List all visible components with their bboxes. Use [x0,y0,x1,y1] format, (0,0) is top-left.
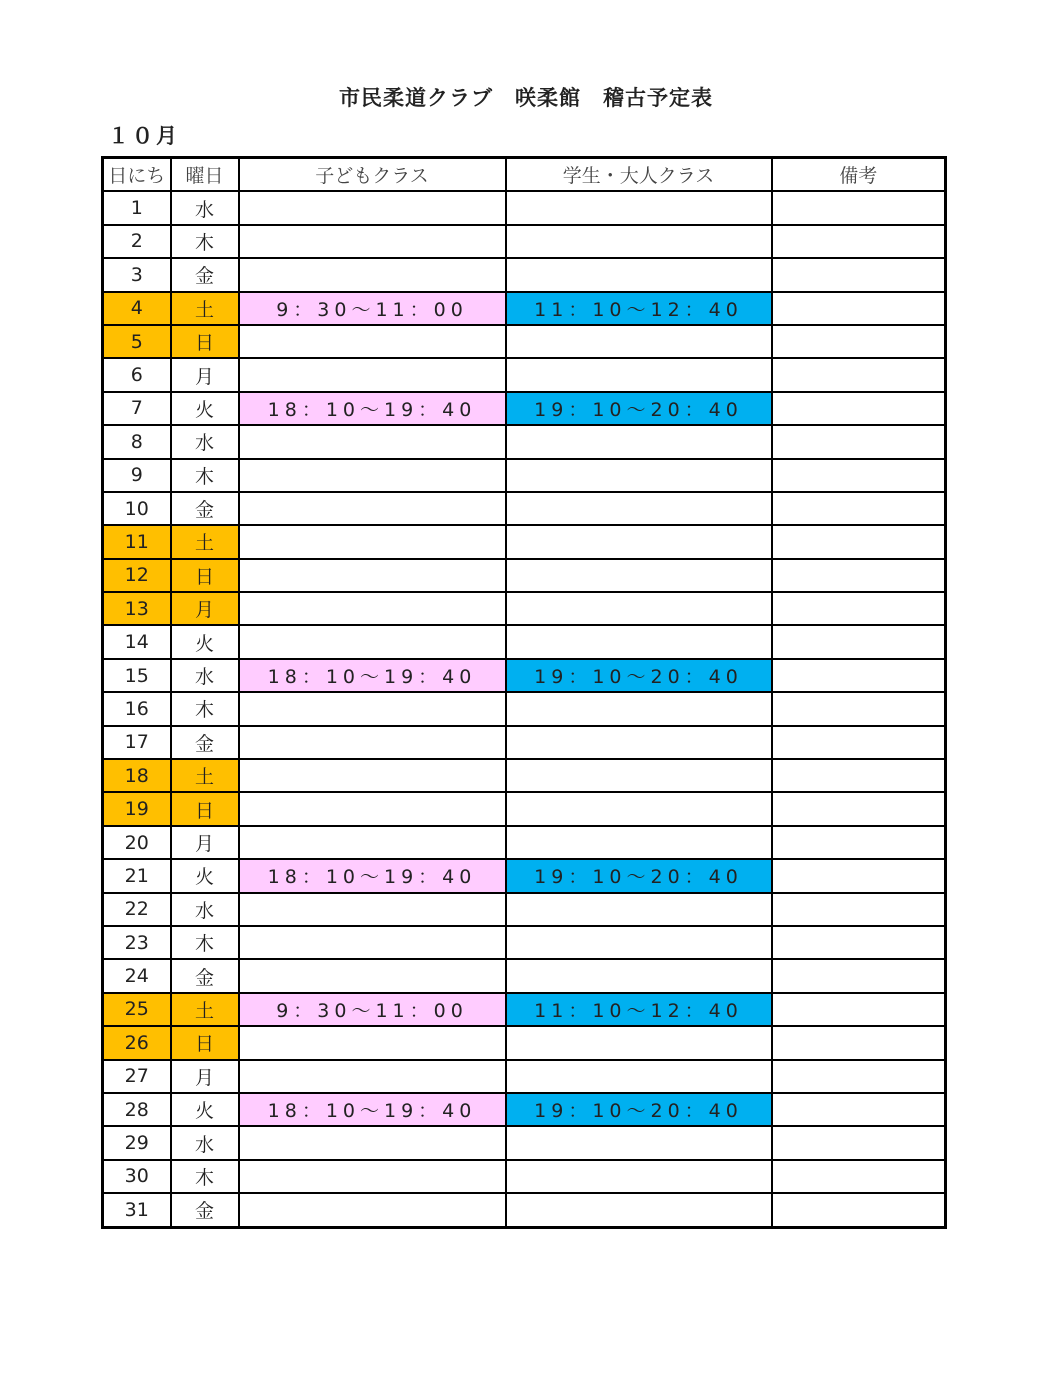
notes-cell [772,726,946,759]
adult-class-cell [506,325,772,358]
notes-cell [772,792,946,825]
notes-cell [772,592,946,625]
day-cell: 26 [103,1026,171,1059]
table-row [103,692,946,725]
kids-class-cell [239,826,506,859]
day-cell: 5 [103,325,171,358]
table-row [103,826,946,859]
kids-class-cell [239,525,506,558]
notes-cell [772,525,946,558]
adult-class-cell [506,358,772,391]
weekday-cell: 日 [171,559,239,592]
day-cell: 20 [103,826,171,859]
weekday-cell: 水 [171,659,239,692]
table-row [103,1026,946,1059]
adult-class-cell [506,1193,772,1227]
kids-class-cell [239,592,506,625]
day-cell: 8 [103,425,171,458]
weekday-cell: 金 [171,258,239,291]
weekday-cell: 金 [171,1193,239,1227]
day-cell: 6 [103,358,171,391]
table-row [103,625,946,658]
weekday-cell: 金 [171,959,239,992]
table-row [103,559,946,592]
table-row [103,1093,946,1126]
notes-cell [772,993,946,1026]
notes-cell [772,292,946,325]
table-row [103,1193,946,1227]
notes-cell [772,826,946,859]
kids-class-cell [239,926,506,959]
adult-class-cell: 11：10～12：40 [506,292,772,325]
weekday-cell: 火 [171,859,239,892]
adult-class-cell [506,1060,772,1093]
table-row [103,225,946,258]
kids-class-cell [239,1126,506,1159]
day-cell: 1 [103,191,171,224]
kids-class-cell: 18：10～19：40 [239,1093,506,1126]
header-kids-class: 子どもクラス [239,158,506,192]
day-cell: 13 [103,592,171,625]
weekday-cell: 土 [171,525,239,558]
adult-class-cell [506,893,772,926]
weekday-cell: 水 [171,191,239,224]
table-row [103,1126,946,1159]
kids-class-cell [239,1060,506,1093]
table-row [103,392,946,425]
notes-cell [772,559,946,592]
adult-class-cell: 19：10～20：40 [506,659,772,692]
day-cell: 18 [103,759,171,792]
weekday-cell: 木 [171,692,239,725]
adult-class-cell [506,759,772,792]
notes-cell [772,225,946,258]
adult-class-cell [506,792,772,825]
header-weekday: 曜日 [171,158,239,192]
day-cell: 3 [103,258,171,291]
kids-class-cell: 18：10～19：40 [239,392,506,425]
table-row [103,759,946,792]
table-row [103,959,946,992]
notes-cell [772,358,946,391]
table-row [103,659,946,692]
kids-class-cell [239,726,506,759]
weekday-cell: 月 [171,826,239,859]
adult-class-cell [506,459,772,492]
day-cell: 12 [103,559,171,592]
kids-class-cell [239,358,506,391]
adult-class-cell [506,959,772,992]
table-row [103,993,946,1026]
notes-cell [772,392,946,425]
day-cell: 19 [103,792,171,825]
weekday-cell: 月 [171,358,239,391]
adult-class-cell [506,1126,772,1159]
day-cell: 21 [103,859,171,892]
day-cell: 7 [103,392,171,425]
adult-class-cell [506,425,772,458]
table-row [103,1160,946,1193]
weekday-cell: 土 [171,292,239,325]
weekday-cell: 金 [171,492,239,525]
adult-class-cell [506,225,772,258]
kids-class-cell [239,559,506,592]
day-cell: 4 [103,292,171,325]
kids-class-cell [239,225,506,258]
day-cell: 10 [103,492,171,525]
adult-class-cell [506,525,772,558]
day-cell: 29 [103,1126,171,1159]
notes-cell [772,926,946,959]
notes-cell [772,1060,946,1093]
notes-cell [772,425,946,458]
day-cell: 17 [103,726,171,759]
header-row [103,158,946,192]
adult-class-cell [506,625,772,658]
notes-cell [772,659,946,692]
table-row [103,726,946,759]
notes-cell [772,325,946,358]
month-label: １０月 [108,124,180,148]
table-row [103,592,946,625]
header-adult-class: 学生・大人クラス [506,158,772,192]
day-cell: 25 [103,993,171,1026]
kids-class-cell [239,692,506,725]
weekday-cell: 月 [171,592,239,625]
kids-class-cell [239,1193,506,1227]
notes-cell [772,692,946,725]
notes-cell [772,859,946,892]
table-row [103,1060,946,1093]
kids-class-cell: 18：10～19：40 [239,859,506,892]
adult-class-cell [506,258,772,291]
kids-class-cell [239,459,506,492]
kids-class-cell [239,893,506,926]
adult-class-cell [506,826,772,859]
weekday-cell: 木 [171,225,239,258]
adult-class-cell: 19：10～20：40 [506,392,772,425]
notes-cell [772,1026,946,1059]
weekday-cell: 火 [171,392,239,425]
header-notes: 備考 [772,158,946,192]
weekday-cell: 水 [171,1126,239,1159]
weekday-cell: 土 [171,993,239,1026]
weekday-cell: 水 [171,425,239,458]
kids-class-cell: 9：30～11：00 [239,292,506,325]
weekday-cell: 水 [171,893,239,926]
day-cell: 24 [103,959,171,992]
notes-cell [772,1193,946,1227]
kids-class-cell [239,191,506,224]
day-cell: 31 [103,1193,171,1227]
weekday-cell: 日 [171,792,239,825]
day-cell: 11 [103,525,171,558]
day-cell: 16 [103,692,171,725]
table-row [103,258,946,291]
schedule-body [103,191,946,1227]
table-row [103,792,946,825]
notes-cell [772,1093,946,1126]
kids-class-cell [239,1026,506,1059]
day-cell: 28 [103,1093,171,1126]
weekday-cell: 土 [171,759,239,792]
day-cell: 2 [103,225,171,258]
kids-class-cell [239,759,506,792]
table-row [103,325,946,358]
kids-class-cell [239,625,506,658]
day-cell: 30 [103,1160,171,1193]
weekday-cell: 日 [171,1026,239,1059]
notes-cell [772,625,946,658]
adult-class-cell [506,492,772,525]
weekday-cell: 木 [171,459,239,492]
kids-class-cell [239,1160,506,1193]
table-row [103,859,946,892]
day-cell: 23 [103,926,171,959]
adult-class-cell: 19：10～20：40 [506,859,772,892]
table-row [103,926,946,959]
weekday-cell: 木 [171,926,239,959]
weekday-cell: 日 [171,325,239,358]
adult-class-cell [506,692,772,725]
notes-cell [772,492,946,525]
table-row [103,893,946,926]
notes-cell [772,1126,946,1159]
adult-class-cell: 11：10～12：40 [506,993,772,1026]
table-row [103,492,946,525]
adult-class-cell [506,191,772,224]
notes-cell [772,191,946,224]
adult-class-cell [506,1026,772,1059]
table-row [103,358,946,391]
kids-class-cell [239,792,506,825]
day-cell: 9 [103,459,171,492]
kids-class-cell [239,425,506,458]
day-cell: 22 [103,893,171,926]
header-day: 日にち [103,158,171,192]
kids-class-cell [239,325,506,358]
table-row [103,459,946,492]
kids-class-cell [239,959,506,992]
notes-cell [772,1160,946,1193]
weekday-cell: 火 [171,1093,239,1126]
weekday-cell: 木 [171,1160,239,1193]
adult-class-cell [506,559,772,592]
weekday-cell: 金 [171,726,239,759]
kids-class-cell [239,492,506,525]
notes-cell [772,258,946,291]
kids-class-cell: 9：30～11：00 [239,993,506,1026]
table-row [103,292,946,325]
adult-class-cell [506,592,772,625]
weekday-cell: 火 [171,625,239,658]
day-cell: 14 [103,625,171,658]
adult-class-cell [506,726,772,759]
notes-cell [772,959,946,992]
table-row [103,191,946,224]
adult-class-cell [506,1160,772,1193]
adult-class-cell: 19：10～20：40 [506,1093,772,1126]
weekday-cell: 月 [171,1060,239,1093]
day-cell: 15 [103,659,171,692]
kids-class-cell: 18：10～19：40 [239,659,506,692]
table-row [103,525,946,558]
schedule-header [103,158,946,192]
page-title: 市民柔道クラブ 咲柔館 稽古予定表 [339,86,713,110]
schedule-table [101,156,947,1229]
day-cell: 27 [103,1060,171,1093]
notes-cell [772,459,946,492]
notes-cell [772,893,946,926]
kids-class-cell [239,258,506,291]
table-row [103,425,946,458]
notes-cell [772,759,946,792]
adult-class-cell [506,926,772,959]
